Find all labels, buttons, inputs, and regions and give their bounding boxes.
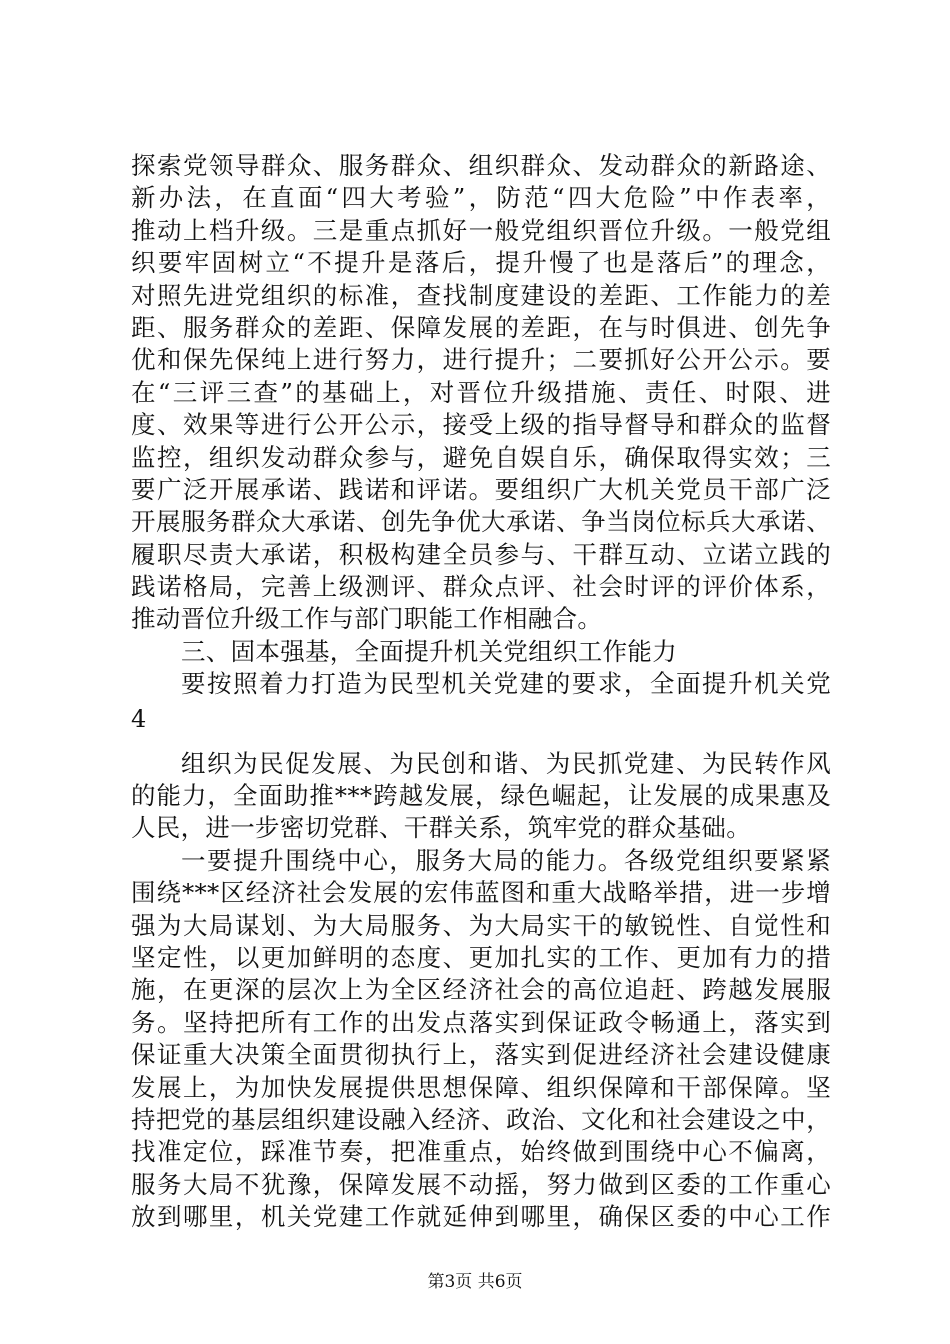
text-line: 要广泛开展承诺、践诺和评诺。要组织广大机关党员干部广泛 bbox=[131, 474, 831, 504]
text-line: 开展服务群众大承诺、创先争优大承诺、争当岗位标兵大承诺、 bbox=[131, 507, 831, 537]
text-line: 找准定位，踩准节奏，把准重点，始终做到围绕中心不偏离， bbox=[131, 1137, 831, 1167]
paragraph-block-3 bbox=[131, 845, 831, 1234]
text-line: 发展上，为加快发展提供思想保障、组织保障和干部保障。坚 bbox=[131, 1072, 831, 1102]
text-line: 织要牢固树立“不提升是落后，提升慢了也是落后”的理念， bbox=[131, 248, 831, 278]
text-line: 优和保先保纯上进行努力，进行提升；二要抓好公开公示。要 bbox=[131, 345, 831, 375]
text-line: 强为大局谋划、为大局服务、为大局实干的敏锐性、自觉性和 bbox=[131, 910, 831, 940]
text-line: 服务大局不犹豫，保障发展不动摇，努力做到区委的工作重心 bbox=[131, 1169, 831, 1199]
text-line: 推动晋位升级工作与部门职能工作相融合。 bbox=[131, 604, 603, 634]
text-line: 对照先进党组织的标准，查找制度建设的差距、工作能力的差 bbox=[131, 280, 831, 310]
text-line: 围绕***区经济社会发展的宏伟蓝图和重大战略举措，进一步增 bbox=[131, 878, 831, 908]
intro-line: 要按照着力打造为民型机关党建的要求，全面提升机关党 bbox=[181, 669, 831, 699]
section-heading: 三、固本强基，全面提升机关党组织工作能力 bbox=[181, 636, 677, 666]
text-line: 组织为民促发展、为民创和谐、为民抓党建、为民转作风 bbox=[181, 748, 831, 778]
text-line: 坚定性，以更加鲜明的态度、更加扎实的工作、更加有力的措 bbox=[131, 942, 831, 972]
text-line: 在“三评三查”的基础上，对晋位升级措施、责任、时限、进 bbox=[131, 377, 831, 407]
paragraph-block-2 bbox=[131, 748, 831, 845]
document-body bbox=[131, 150, 831, 1234]
text-line: 探索党领导群众、服务群众、组织群众、发动群众的新路途、 bbox=[131, 151, 831, 180]
text-line: 务。坚持把所有工作的出发点落实到保证政令畅通上，落实到 bbox=[131, 1007, 831, 1037]
text-line: 度、效果等进行公开公示，接受上级的指导督导和群众的监督 bbox=[131, 410, 831, 440]
text-line: 的能力，全面助推***跨越发展，绿色崛起，让发展的成果惠及 bbox=[131, 781, 831, 811]
text-line: 距、服务群众的差距、保障发展的差距，在与时俱进、创先争 bbox=[131, 312, 831, 342]
paragraph-block-1 bbox=[131, 150, 831, 636]
inline-page-number: 4 bbox=[131, 704, 147, 733]
text-line: 践诺格局，完善上级测评、群众点评、社会时评的评价体系， bbox=[131, 572, 831, 602]
spacer bbox=[131, 737, 831, 748]
text-line: 放到哪里，机关党建工作就延伸到哪里，确保区委的中心工作 bbox=[131, 1202, 831, 1232]
text-line: 一要提升围绕中心，服务大局的能力。各级党组织要紧紧 bbox=[181, 845, 831, 875]
page-indicator: 第3页 共6页 bbox=[427, 1272, 523, 1292]
text-line: 推动上档升级。三是重点抓好一般党组织晋位升级。一般党组 bbox=[131, 215, 831, 245]
text-line: 履职尽责大承诺，积极构建全员参与、干群互动、立诺立践的 bbox=[131, 539, 831, 569]
text-line: 人民，进一步密切党群、干群关系，筑牢党的群众基础。 bbox=[131, 813, 751, 843]
text-line: 保证重大决策全面贯彻执行上，落实到促进经济社会建设健康 bbox=[131, 1040, 831, 1070]
page-footer bbox=[0, 1271, 950, 1293]
text-line: 新办法，在直面“四大考验”，防范“四大危险”中作表率， bbox=[131, 183, 831, 213]
text-line: 监控，组织发动群众参与，避免自娱自乐，确保取得实效；三 bbox=[131, 442, 831, 472]
text-line: 施，在更深的层次上为全区经济社会的高位追赶、跨越发展服 bbox=[131, 975, 831, 1005]
text-line: 持把党的基层组织建设融入经济、政治、文化和社会建设之中， bbox=[131, 1104, 831, 1134]
